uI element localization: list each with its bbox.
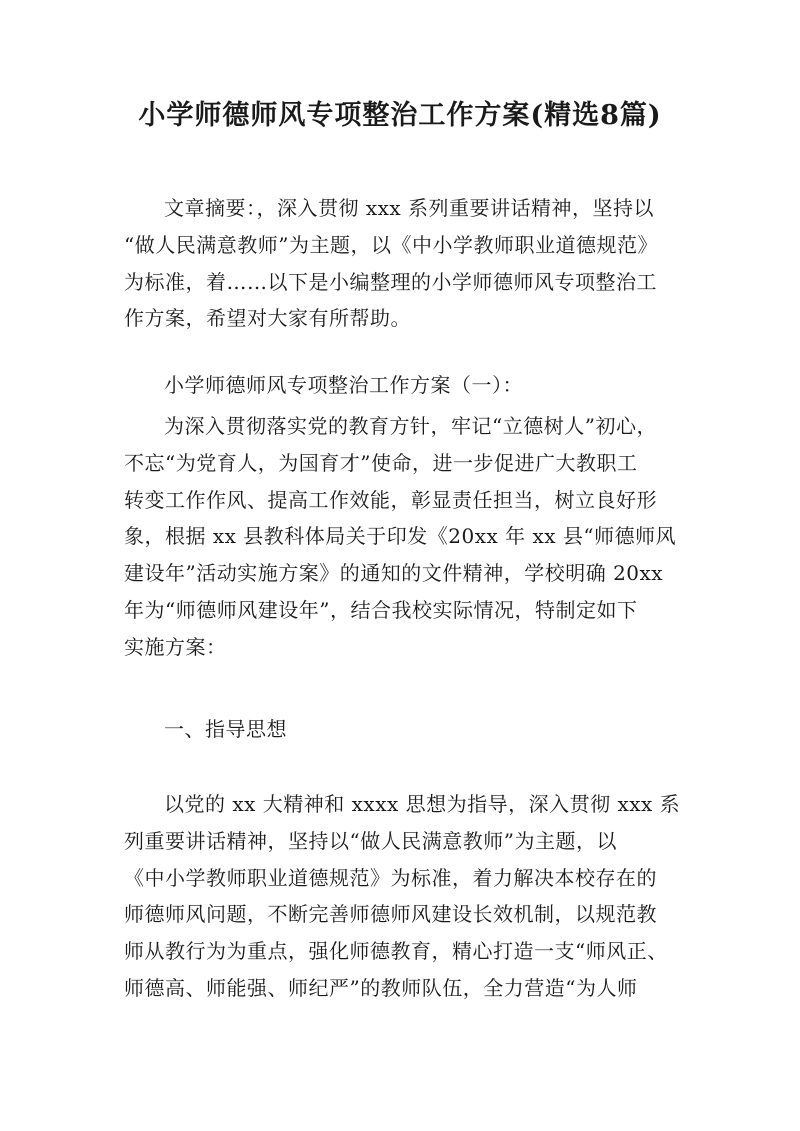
abstract-line: 作方案，希望对大家有所帮助。 [124, 306, 411, 331]
intro-line: 建设年”活动实施方案》的通知的文件精神，学校明确 20xx [124, 561, 664, 586]
intro-line: 转变工作作风、提高工作效能，彰显责任担当，树立良好形 [124, 487, 657, 512]
intro-paragraph [124, 408, 684, 666]
abstract-line: “做人民满意教师”为主题，以《中小学教师职业道德规范》 [124, 232, 658, 257]
abstract-line [124, 190, 684, 227]
intro-line-text: 为深入贯彻落实党的教育方针，牢记“立德树人”初心， [164, 414, 657, 438]
intro-line: 象，根据 xx 县教科体局关于印发《20xx 年 xx 县“师德师风 [124, 524, 677, 549]
document-title: 小学师德师风专项整治工作方案(精选8篇) [138, 100, 662, 131]
abstract-paragraph [124, 190, 684, 337]
guiding-line [124, 786, 684, 823]
guiding-line: 《中小学教师职业道德规范》为标准，着力解决本校存在的 [124, 865, 657, 890]
abstract-line: 为标准，着……以下是小编整理的小学师德师风专项整治工 [124, 269, 657, 294]
guiding-line: 师德师风问题，不断完善师德师风建设长效机制，以规范教 [124, 902, 657, 927]
section-title: 小学师德师风专项整治工作方案（一）： [164, 373, 523, 397]
guiding-line: 列重要讲话精神，坚持以“做人民满意教师”为主题，以 [124, 828, 617, 853]
intro-line: 实施方案： [124, 634, 227, 659]
guiding-line: 师从教行为为重点，强化师德教育，精心打造一支“师风正、 [124, 939, 668, 964]
guiding-paragraph [124, 786, 684, 1007]
guiding-line-text: 以党的 xx 大精神和 xxxx 思想为指导，深入贯彻 xxx 系 [164, 792, 681, 816]
intro-line: 不忘“为党育人，为国育才”使命，进一步促进广大教职工 [124, 450, 638, 475]
abstract-line-text: 文章摘要：，深入贯彻 xxx 系列重要讲话精神，坚持以 [164, 196, 655, 220]
intro-line: 年为“师德师风建设年”，结合我校实际情况，特制定如下 [124, 597, 638, 622]
heading-guiding-ideology: 一、指导思想 [164, 717, 287, 741]
intro-line [124, 408, 684, 445]
guiding-line: 师德高、师能强、师纪严”的教师队伍，全力营造“为人师 [124, 975, 638, 1000]
